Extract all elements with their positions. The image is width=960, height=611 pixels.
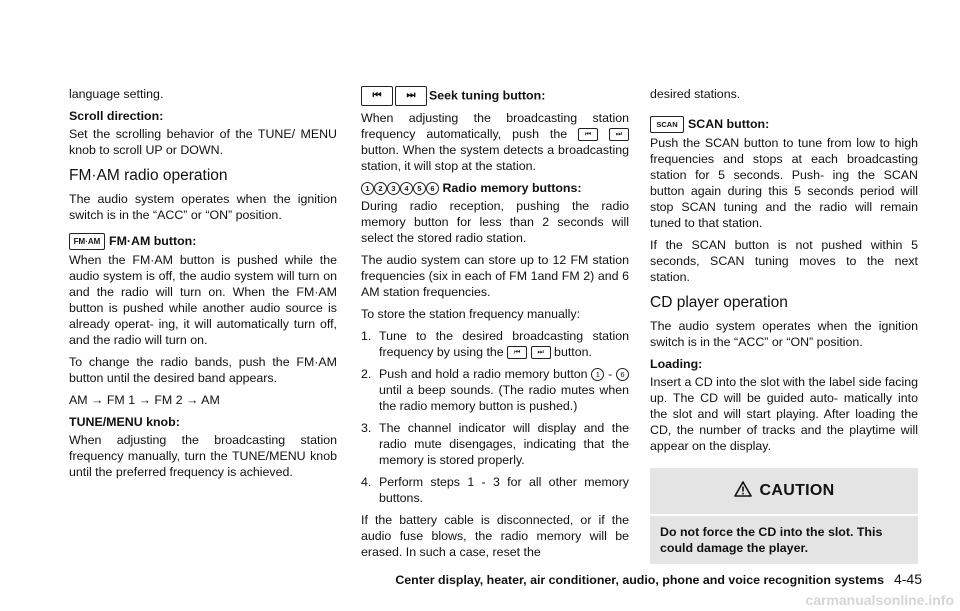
seek-forward-icon: ⏭: [531, 346, 551, 359]
step-number: 1.: [361, 329, 372, 343]
step-number: 2.: [361, 367, 372, 381]
memory-button-6-icon: 6: [426, 182, 439, 195]
subheading-loading: Loading:: [650, 357, 703, 372]
seek-forward-icon: ⏭: [395, 86, 427, 106]
footer-title: Center display, heater, air conditioner, audio, phone and voice recognition systems: [395, 573, 884, 587]
seek-back-icon: ⏮: [361, 86, 393, 106]
subheading-tune-menu-knob: TUNE/MENU knob:: [69, 415, 180, 430]
list-item: [361, 328, 629, 360]
page-number: 4-45: [893, 571, 922, 587]
subheading-scan-button: [650, 116, 918, 133]
fm-am-button-icon: FM·AM: [69, 233, 105, 250]
page-footer: [395, 571, 922, 588]
paragraph: To change the radio bands, push the FM·AM button until the desired band appears.: [69, 355, 337, 386]
text: Push and hold a radio memory button: [379, 367, 588, 381]
subheading-label: FM·AM button:: [109, 234, 197, 248]
text: button.: [554, 345, 592, 359]
paragraph: When the FM·AM button is pushed while the audio system is off, the audio system will turn on and the radio will turn on. When the FM·AM button is pushed while another audio source is already operat- ing, it will automatically turn off, and the radio will turn on.: [69, 253, 337, 348]
warning-icon: [734, 481, 752, 501]
memory-button-5-icon: 5: [413, 182, 426, 195]
paragraph: Push the SCAN button to tune from low to high frequencies and stops at each broadcasting station for 5 seconds. Push- ing the SCAN button again during this 5 seconds period will stop SCAN tuning and the radio will remain tuned to that station.: [650, 136, 918, 231]
memory-button-icons: [361, 181, 442, 195]
paragraph: language setting.: [69, 87, 164, 101]
band-sequence: AM → FM 1 → FM 2 → AM: [69, 393, 220, 408]
subheading-radio-memory: [361, 180, 629, 196]
paragraph: desired stations.: [650, 87, 741, 101]
memory-button-1-icon: 1: [361, 182, 374, 195]
text: When adjusting the broadcasting station frequency automatically, push the: [361, 111, 629, 141]
paragraph: During radio reception, pushing the radio memory button for less than 2 seconds will select the stored radio station.: [361, 199, 629, 245]
column-left: [69, 86, 337, 486]
steps-list: [361, 328, 629, 506]
text: Tune to the desired broadcasting station frequency by using the: [379, 329, 629, 359]
text: until a beep sounds. (The radio mutes when the radio memory button is pushed.): [379, 383, 629, 413]
memory-button-6-icon: 6: [616, 368, 629, 381]
paragraph: Set the scrolling behavior of the TUNE/ MENU knob to scroll UP or DOWN.: [69, 127, 337, 157]
subheading-label: Seek tuning button:: [429, 88, 546, 103]
memory-button-3-icon: 3: [387, 182, 400, 195]
step-number: 3.: [361, 421, 372, 435]
text: Perform steps 1 - 3 for all other memory buttons.: [379, 475, 629, 505]
paragraph: Insert a CD into the slot with the label side facing up. The CD will be guided auto- matically into the slot and will start playing. After loading the CD, the number of tracks and the playtime will appear on the display.: [650, 375, 918, 454]
watermark: carmanualsonline.info: [805, 592, 954, 608]
scan-button-icon: SCAN: [650, 116, 684, 133]
text: button. When the system detects a broadcasting station, it will stop at the station.: [361, 143, 629, 173]
seek-back-icon: ⏮: [507, 346, 527, 359]
paragraph: The audio system operates when the ignition switch is in the “ACC” or “ON” position.: [69, 192, 337, 222]
text: The channel indicator will display and the radio mute disengages, indicating that the memory is stored properly.: [379, 421, 629, 467]
paragraph: If the SCAN button is not pushed within 5 seconds, SCAN tuning moves to the next station.: [650, 238, 918, 285]
paragraph: [361, 110, 629, 174]
subheading-label: SCAN button:: [688, 117, 770, 131]
paragraph: When adjusting the broadcasting station frequency manually, turn the TUNE/MENU knob until the preferred frequency is achieved.: [69, 433, 337, 480]
memory-button-2-icon: 2: [374, 182, 387, 195]
list-item: [361, 420, 629, 468]
list-item: [361, 366, 629, 414]
paragraph: To store the station frequency manually:: [361, 307, 581, 321]
list-item: [361, 474, 629, 506]
subheading-seek-tuning: [361, 86, 629, 106]
seek-forward-icon: ⏭: [609, 128, 629, 141]
paragraph: The audio system can store up to 12 FM station frequencies (six in each of FM 1and FM 2) and 6 AM station frequencies.: [361, 253, 629, 299]
section-heading-cd-player: CD player operation: [650, 294, 788, 312]
step-number: 4.: [361, 475, 372, 489]
text: -: [604, 367, 616, 381]
subheading-fm-am-button: [69, 233, 337, 250]
subheading-scroll-direction: Scroll direction:: [69, 109, 164, 123]
subheading-label: Radio memory buttons:: [442, 181, 582, 195]
caution-title: CAUTION: [759, 482, 835, 500]
paragraph: The audio system operates when the ignition switch is in the “ACC” or “ON” position.: [650, 319, 918, 350]
section-heading-fm-am: FM·AM radio operation: [69, 167, 228, 184]
caution-text: Do not force the CD into the slot. This could damage the player.: [660, 525, 883, 556]
column-right: [650, 86, 918, 564]
column-middle: [361, 86, 629, 566]
seek-back-icon: ⏮: [578, 128, 598, 141]
caution-box: [650, 468, 918, 564]
paragraph: If the battery cable is disconnected, or if the audio fuse blows, the radio memory will be erased. In such a case, reset the: [361, 513, 629, 559]
memory-button-4-icon: 4: [400, 182, 413, 195]
caution-header: [650, 468, 918, 516]
memory-button-1-icon: 1: [591, 368, 604, 381]
